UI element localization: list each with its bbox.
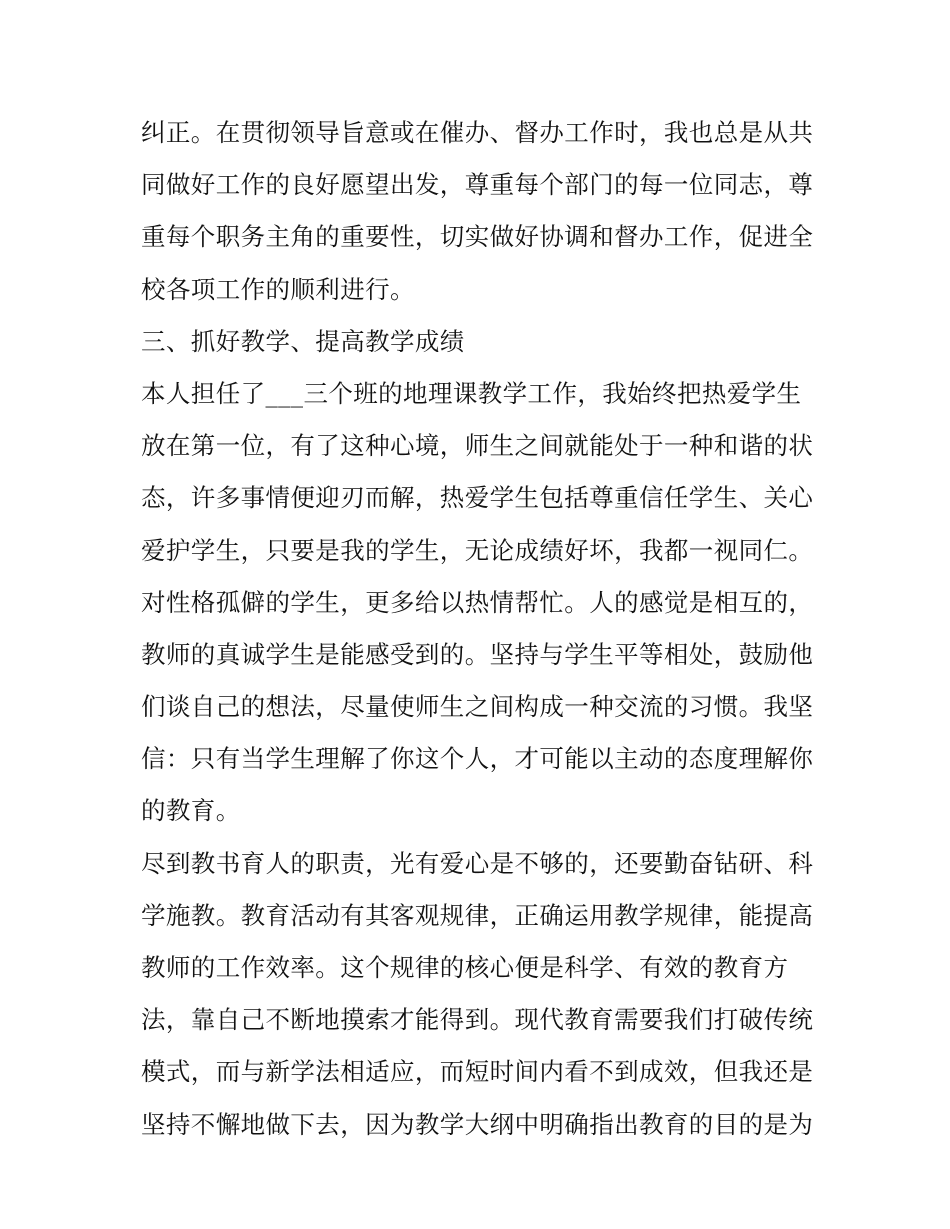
text-line: 们谈自己的想法，尽量使师生之间构成一种交流的习惯。我坚 [141, 692, 814, 722]
text-line: 对性格孤僻的学生，更多给以热情帮忙。人的感觉是相互的， [141, 587, 814, 617]
text-line: 信：只有当学生理解了你这个人，才可能以主动的态度理解你 [141, 744, 814, 774]
text-line: 校各项工作的顺利进行。 [141, 274, 415, 304]
text-line: 教师的工作效率。这个规律的核心便是科学、有效的教育方 [141, 953, 789, 982]
text-line: 教师的真诚学生是能感受到的。坚持与学生平等相处，鼓励他 [141, 639, 814, 669]
text-line: 态，许多事情便迎刃而解，热爱学生包括尊重信任学生、关心 [141, 483, 814, 513]
text-line: 同做好工作的良好愿望出发，尊重每个部门的每一位同志，尊 [141, 170, 814, 200]
section-heading: 三、抓好教学、提高教学成绩 [141, 326, 465, 356]
text-line: 纠正。在贯彻领导旨意或在催办、督办工作时，我也总是从共 [141, 118, 814, 147]
text-line: 的教育。 [141, 796, 241, 826]
text-line: 学施教。教育活动有其客观规律，正确运用教学规律，能提高 [141, 900, 814, 930]
text-line: 重每个职务主角的重要性，切实做好协调和督办工作，促进全 [141, 222, 814, 252]
text-line: 坚持不懈地做下去，因为教学大纲中明确指出教育的目的是为 [141, 1109, 814, 1139]
document-body [141, 107, 821, 1151]
text-line: 放在第一位，有了这种心境，师生之间就能处于一种和谐的状 [141, 431, 814, 461]
text-line: 法，靠自己不断地摸索才能得到。现代教育需要我们打破传统 [141, 1005, 814, 1035]
text-line: 尽到教书育人的职责，光有爱心是不够的，还要勤奋钻研、科 [141, 848, 814, 878]
text-line: 爱护学生，只要是我的学生，无论成绩好坏，我都一视同仁。 [141, 535, 814, 565]
text-line: 模式，而与新学法相适应，而短时间内看不到成效，但我还是 [141, 1057, 814, 1087]
text-line: 本人担任了___三个班的地理课教学工作，我始终把热爱学生 [141, 378, 802, 408]
